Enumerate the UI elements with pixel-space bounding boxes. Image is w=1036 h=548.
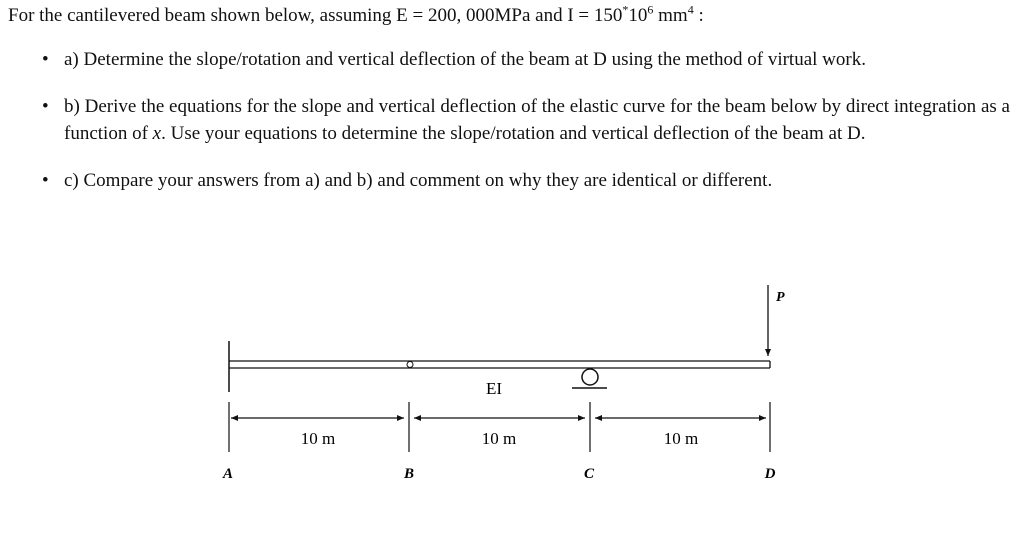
intro-ten: 10 (628, 5, 648, 26)
exponent-4: 4 (687, 2, 694, 17)
hinge-b (407, 362, 413, 368)
point-label-c: C (583, 466, 595, 482)
point-label-b: B (403, 466, 415, 482)
task-a-text: a) Determine the slope/rotation and vertical deflection of the beam at D using the method of virtual work. (64, 49, 866, 70)
span-label-cd: 10 m (663, 429, 699, 448)
intro-unit: mm (653, 5, 688, 26)
task-b-text-end: . Use your equations to determine the slope/rotation and vertical deflection of the beam at D. (161, 123, 866, 144)
multiply-star: * (622, 2, 629, 17)
point-label-a: A (222, 466, 234, 482)
intro-text: For the cantilevered beam shown below, assuming E = 200, 000MPa and I = 150 (8, 5, 623, 26)
exponent-6: 6 (647, 2, 654, 17)
variable-x: x (152, 123, 162, 144)
beam (229, 361, 770, 368)
span-label-bc: 10 m (481, 429, 517, 448)
task-b-text: b) Derive the equations for the slope and vertical deflection of the elastic curve for the beam below by direct integration as a function of (64, 96, 1010, 144)
rigidity-label: EI (485, 379, 503, 398)
task-c-text: c) Compare your answers from a) and b) and comment on why they are identical or different. (64, 170, 773, 191)
intro-suffix: : (693, 5, 704, 26)
roller-support-c (572, 369, 607, 388)
load-label: P (776, 290, 785, 305)
point-label-d: D (764, 466, 776, 482)
span-label-ab: 10 m (300, 429, 336, 448)
